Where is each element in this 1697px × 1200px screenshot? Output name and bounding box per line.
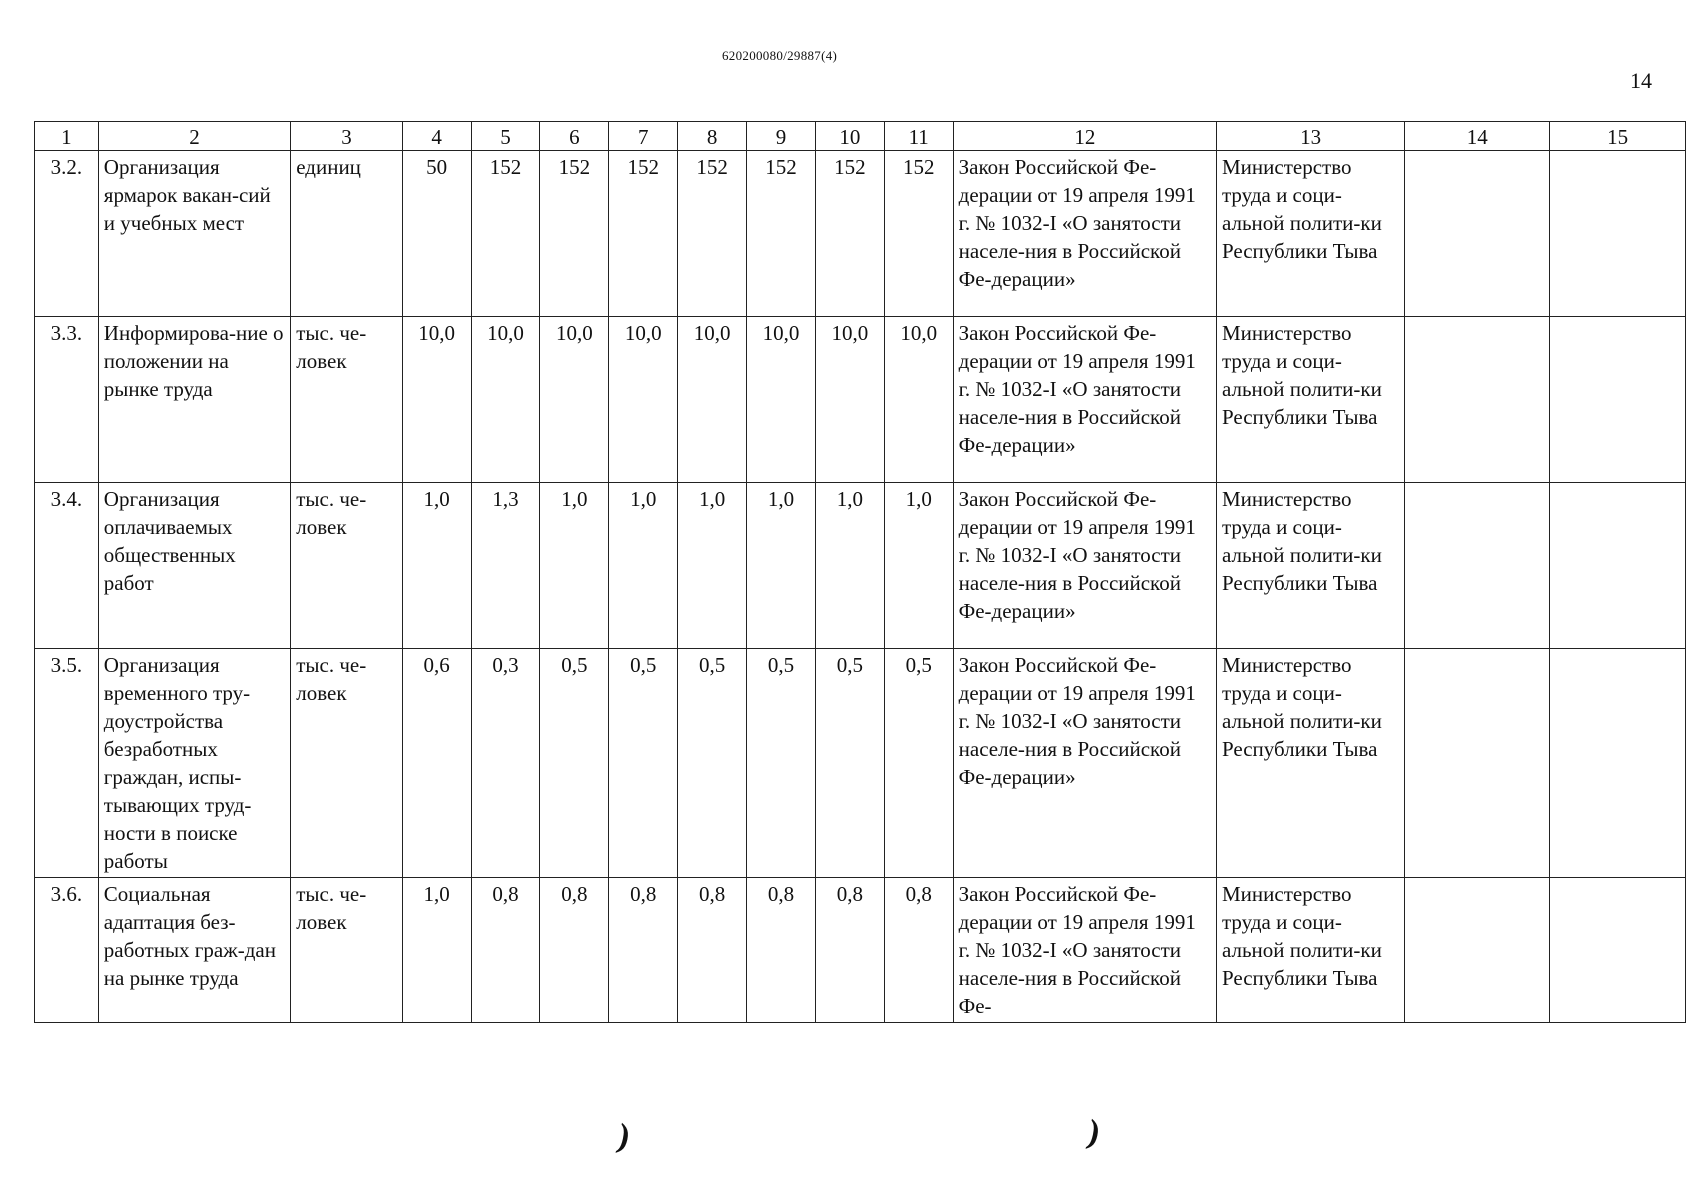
value-cell: 0,8	[678, 878, 747, 1023]
value-cell: 10,0	[402, 317, 471, 483]
value-cell: 1,0	[402, 878, 471, 1023]
responsible-cell: Министерство труда и соци-альной полити-ки Республики Тыва	[1216, 151, 1404, 317]
row-number-cell: 3.5.	[35, 649, 99, 878]
column-15-cell	[1550, 483, 1686, 649]
legal-basis-cell: Закон Российской Фе-дерации от 19 апреля 1991 г. № 1032-I «О занятости населе-ния в Российской Фе-	[953, 878, 1216, 1023]
value-cell: 1,0	[815, 483, 884, 649]
value-cell: 0,5	[540, 649, 609, 878]
column-14-cell	[1405, 317, 1550, 483]
value-cell: 1,0	[540, 483, 609, 649]
legal-basis-cell: Закон Российской Фе-дерации от 19 апреля 1991 г. № 1032-I «О занятости населе-ния в Российской Фе-дерации»	[953, 649, 1216, 878]
responsible-cell: Министерство труда и соци-альной полити-ки Республики Тыва	[1216, 878, 1404, 1023]
column-15-cell	[1550, 649, 1686, 878]
unit-cell: единиц	[291, 151, 402, 317]
value-cell: 0,3	[471, 649, 540, 878]
unit-cell: тыс. че-ловек	[291, 649, 402, 878]
header-cell: 1	[35, 122, 99, 151]
row-number-cell: 3.2.	[35, 151, 99, 317]
value-cell: 1,0	[747, 483, 816, 649]
column-14-cell	[1405, 483, 1550, 649]
value-cell: 0,8	[747, 878, 816, 1023]
value-cell: 0,5	[747, 649, 816, 878]
value-cell: 0,5	[678, 649, 747, 878]
unit-cell: тыс. че-ловек	[291, 317, 402, 483]
header-cell: 2	[98, 122, 290, 151]
value-cell: 1,3	[471, 483, 540, 649]
header-cell: 12	[953, 122, 1216, 151]
header-cell: 6	[540, 122, 609, 151]
value-cell: 0,8	[884, 878, 953, 1023]
value-cell: 10,0	[678, 317, 747, 483]
activity-name-cell: Организация ярмарок вакан-сий и учебных мест	[98, 151, 290, 317]
row-number-cell: 3.4.	[35, 483, 99, 649]
page-number: 14	[1630, 68, 1652, 93]
column-15-cell	[1550, 878, 1686, 1023]
activity-name-cell: Организация временного тру-доустройства безработных граждан, испы-тывающих труд-ности в поиске работы	[98, 649, 290, 878]
header-row	[35, 122, 1686, 151]
responsible-cell: Министерство труда и соци-альной полити-ки Республики Тыва	[1216, 649, 1404, 878]
value-cell: 152	[471, 151, 540, 317]
value-cell: 152	[609, 151, 678, 317]
value-cell: 1,0	[609, 483, 678, 649]
table-row	[35, 151, 1686, 317]
value-cell: 10,0	[540, 317, 609, 483]
value-cell: 0,8	[609, 878, 678, 1023]
column-14-cell	[1405, 151, 1550, 317]
header-cell: 15	[1550, 122, 1686, 151]
value-cell: 10,0	[884, 317, 953, 483]
value-cell: 10,0	[747, 317, 816, 483]
table-row	[35, 878, 1686, 1023]
value-cell: 10,0	[471, 317, 540, 483]
value-cell: 152	[678, 151, 747, 317]
column-15-cell	[1550, 151, 1686, 317]
value-cell: 10,0	[609, 317, 678, 483]
activity-name-cell: Информирова-ние о положении на рынке труда	[98, 317, 290, 483]
header-cell: 5	[471, 122, 540, 151]
value-cell: 0,8	[471, 878, 540, 1023]
value-cell: 50	[402, 151, 471, 317]
header-cell: 9	[747, 122, 816, 151]
value-cell: 152	[884, 151, 953, 317]
scan-mark-left: )	[614, 1117, 634, 1156]
header-cell: 7	[609, 122, 678, 151]
column-14-cell	[1405, 878, 1550, 1023]
scan-mark-right: )	[1084, 1113, 1104, 1152]
responsible-cell: Министерство труда и соци-альной полити-ки Республики Тыва	[1216, 483, 1404, 649]
document-id: 620200080/29887(4)	[722, 48, 838, 63]
header-cell: 11	[884, 122, 953, 151]
value-cell: 152	[815, 151, 884, 317]
unit-cell: тыс. че-ловек	[291, 878, 402, 1023]
legal-basis-cell: Закон Российской Фе-дерации от 19 апреля 1991 г. № 1032-I «О занятости населе-ния в Российской Фе-дерации»	[953, 151, 1216, 317]
value-cell: 0,8	[540, 878, 609, 1023]
header-cell: 14	[1405, 122, 1550, 151]
value-cell: 0,5	[609, 649, 678, 878]
value-cell: 1,0	[402, 483, 471, 649]
activity-name-cell: Организация оплачиваемых общественных работ	[98, 483, 290, 649]
value-cell: 0,6	[402, 649, 471, 878]
row-number-cell: 3.6.	[35, 878, 99, 1023]
activity-name-cell: Социальная адаптация без-работных граж-дан на рынке труда	[98, 878, 290, 1023]
value-cell: 0,5	[884, 649, 953, 878]
column-15-cell	[1550, 317, 1686, 483]
value-cell: 0,8	[815, 878, 884, 1023]
table-row	[35, 649, 1686, 878]
legal-basis-cell: Закон Российской Фе-дерации от 19 апреля 1991 г. № 1032-I «О занятости населе-ния в Российской Фе-дерации»	[953, 483, 1216, 649]
responsible-cell: Министерство труда и соци-альной полити-ки Республики Тыва	[1216, 317, 1404, 483]
value-cell: 0,5	[815, 649, 884, 878]
table-row	[35, 317, 1686, 483]
column-14-cell	[1405, 649, 1550, 878]
value-cell: 152	[540, 151, 609, 317]
header-cell: 8	[678, 122, 747, 151]
value-cell: 1,0	[884, 483, 953, 649]
legal-basis-cell: Закон Российской Фе-дерации от 19 апреля 1991 г. № 1032-I «О занятости населе-ния в Российской Фе-дерации»	[953, 317, 1216, 483]
row-number-cell: 3.3.	[35, 317, 99, 483]
value-cell: 152	[747, 151, 816, 317]
table-row	[35, 483, 1686, 649]
header-cell: 10	[815, 122, 884, 151]
header-cell: 13	[1216, 122, 1404, 151]
value-cell: 10,0	[815, 317, 884, 483]
program-table	[34, 121, 1686, 1023]
unit-cell: тыс. че-ловек	[291, 483, 402, 649]
header-cell: 3	[291, 122, 402, 151]
value-cell: 1,0	[678, 483, 747, 649]
header-cell: 4	[402, 122, 471, 151]
